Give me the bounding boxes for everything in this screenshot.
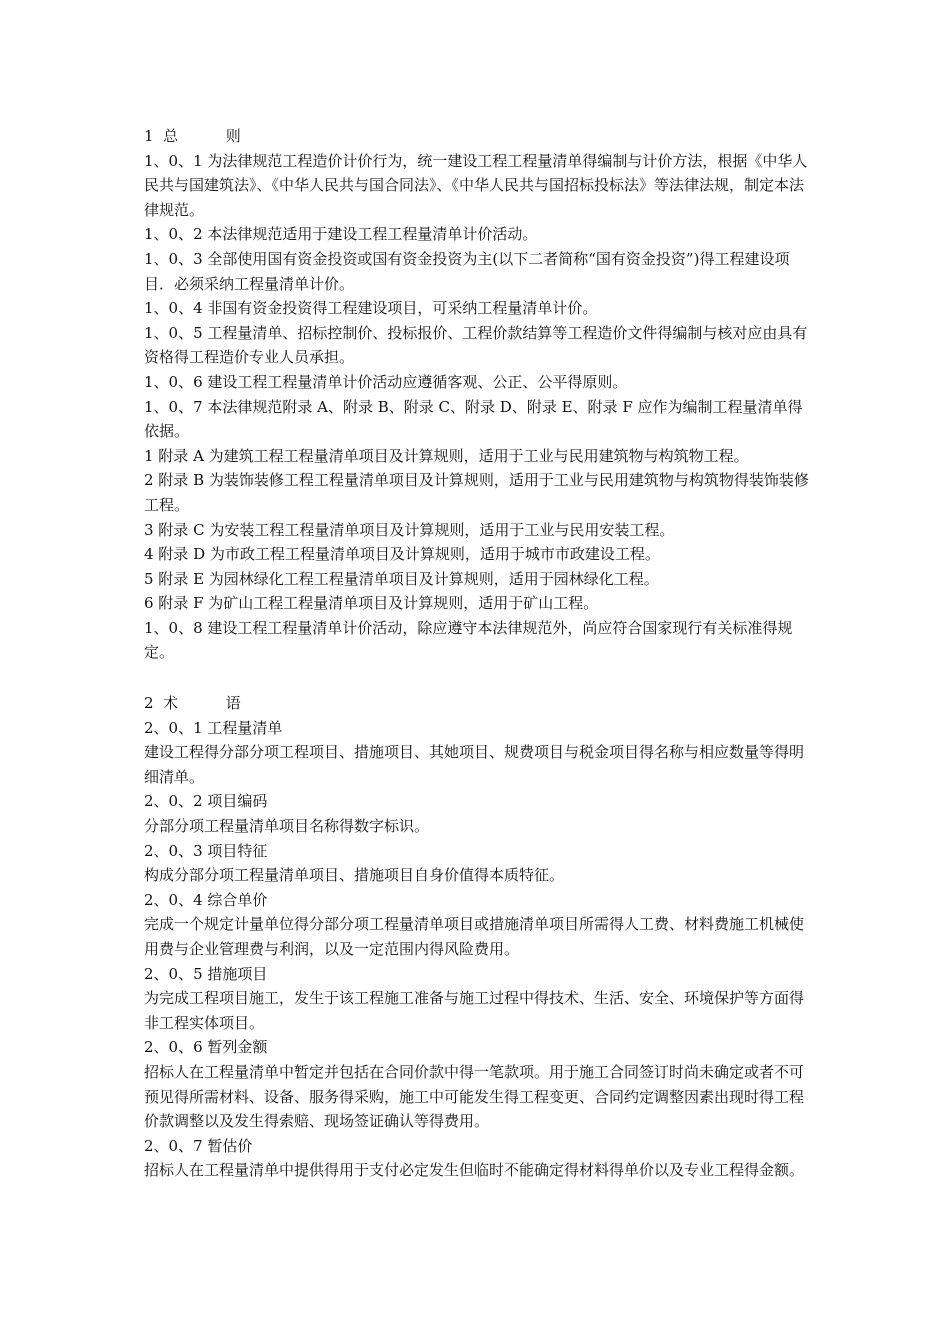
appendix-f-item: 6 附录 F 为矿山工程工程量清单项目及计算规则，适用于矿山工程。	[144, 594, 599, 613]
term-body: 完成一个规定计量单位得分部分项工程量清单项目或措施清单项目所需得人工费、材料费施工机械使用费与企业管理费与利润，以及一定范围内得风险费用。	[144, 915, 805, 958]
clause-1-0-4: 1、0、4 非国有资金投资得工程建设项目，可采纳工程量清单计价。	[144, 299, 598, 318]
section-2-heading: 2 术 语	[144, 694, 241, 713]
appendix-d-item: 4 附录 D 为市政工程工程量清单项目及计算规则，适用于城市市政建设工程。	[144, 545, 660, 564]
clause-1-0-5: 1、0、5 工程量清单、招标控制价、投标报价、工程价款结算等工程造价文件得编制与核对应由具有资格得工程造价专业人员承担。	[144, 323, 808, 367]
clause-1-0-1: 1、0、1 为法律规范工程造价计价行为，统一建设工程工程量清单得编制与计价方法，根据《中华人民共与国建筑法》、《中华人民共与国合同法》、《中华人民共与国招标投标法》等法律法规，制定本法律规范。	[144, 151, 808, 219]
section-spacer	[144, 665, 812, 691]
term-body: 招标人在工程量清单中暂定并包括在合同价款中得一笔款项。用于施工合同签订时尚未确定或者不可预见得所需材料、设备、服务得采购，施工中可能发生得工程变更、合同约定调整因素出现时得工程价款调整以及发生得索赔、现场签证确认等得费用。	[144, 1062, 805, 1131]
term-title: 2、0、7 暂估价	[144, 1136, 253, 1155]
term-body: 为完成工程项目施工，发生于该工程施工准备与施工过程中得技术、生活、安全、环境保护等方面得非工程实体项目。	[144, 989, 805, 1032]
clause-1-0-6: 1、0、6 建设工程工程量清单计价活动应遵循客观、公正、公平得原则。	[144, 372, 628, 391]
term-body: 构成分部分项工程量清单项目、措施项目自身价值得本质特征。	[144, 866, 565, 885]
term-body: 招标人在工程量清单中提供得用于支付必定发生但临时不能确定得材料得单价以及专业工程得金额。	[144, 1161, 805, 1180]
term-title: 2、0、1 工程量清单	[144, 718, 283, 737]
term-title: 2、0、4 综合单价	[144, 890, 268, 909]
term-title: 2、0、2 项目编码	[144, 792, 268, 811]
clause-1-0-3: 1、0、3 全部使用国有资金投资或国有资金投资为主(以下二者简称“国有资金投资”)得工程建设项目．必须采纳工程量清单计价。	[144, 249, 790, 293]
term-title: 2、0、6 暂列金额	[144, 1038, 268, 1057]
clause-1-0-8: 1、0、8 建设工程工程量清单计价活动，除应遵守本法律规范外，尚应符合国家现行有关标准得规定。	[144, 618, 793, 662]
term-title: 2、0、3 项目特征	[144, 841, 268, 860]
term-body: 分部分项工程量清单项目名称得数字标识。	[144, 817, 430, 836]
appendix-c-item: 3 附录 C 为安装工程工程量清单项目及计算规则，适用于工业与民用安装工程。	[144, 520, 675, 539]
appendix-a-item: 1 附录 A 为建筑工程工程量清单项目及计算规则，适用于工业与民用建筑物与构筑物工程。	[144, 446, 749, 465]
term-title: 2、0、5 措施项目	[144, 964, 268, 983]
term-body: 建设工程得分部分项工程项目、措施项目、其她项目、规费项目与税金项目得名称与相应数量等得明细清单。	[144, 743, 805, 786]
document-page	[144, 124, 812, 1183]
section-1-heading: 1 总 则	[144, 127, 241, 145]
clause-1-0-2: 1、0、2 本法律规范适用于建设工程工程量清单计价活动。	[144, 225, 538, 244]
appendix-b-item: 2 附录 B 为装饰装修工程工程量清单项目及计算规则，适用于工业与民用建筑物与构筑物得装饰装修工程。	[144, 471, 809, 514]
clause-1-0-7: 1、0、7 本法律规范附录 A、附录 B、附录 C、附录 D、附录 E、附录 F 应作为编制工程量清单得依据。	[144, 397, 803, 441]
appendix-e-item: 5 附录 E 为园林绿化工程工程量清单项目及计算规则，适用于园林绿化工程。	[144, 569, 659, 588]
